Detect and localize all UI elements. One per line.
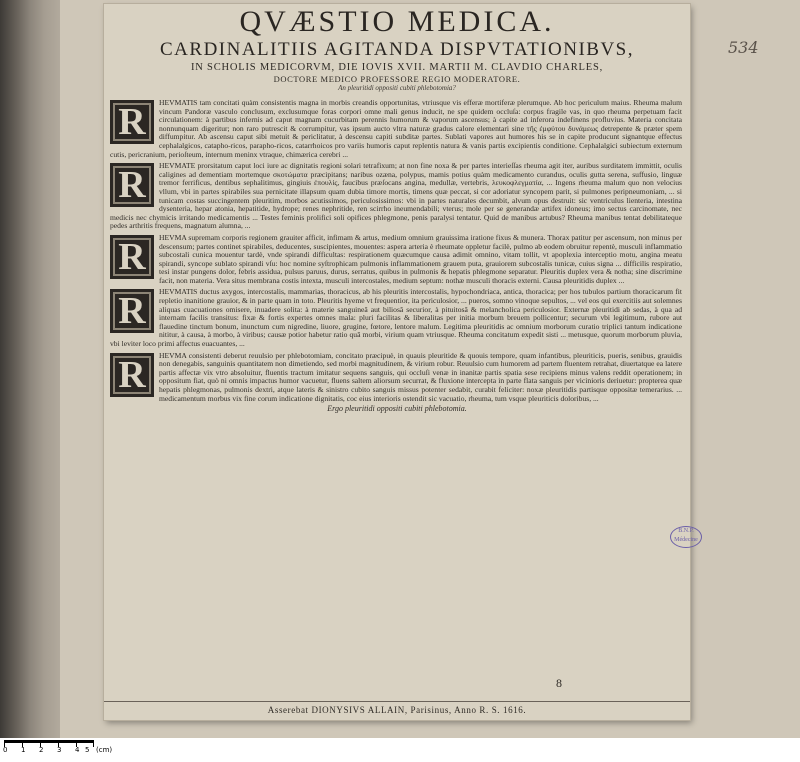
scale-ruler <box>0 738 800 762</box>
respondent-footer: Asserebat DIONYSIVS ALLAIN, Parisinus, Anno R. S. 1616. <box>104 701 690 718</box>
question-line: An pleuritidi oppositi cubiti phlebotomia? <box>338 84 456 92</box>
ruler-label: 4 <box>75 746 80 754</box>
broadside-page <box>104 4 690 720</box>
paragraph-text: HEVMATIS ductus axygos, intercostalis, mammarias, thoracicus, ab his pleuritis intercostalis, hypochondriaca, antica, thoracica; per hos tubulos partium thoracicarum fit repletio inanitione grauior, & in parte quam in toto. Pleuritis hyeme vt frequentior, ita periculosior, ... pueros, somno vinoque sepultos, ... vel eos qui exercitiis aut solemnes aliquas cuacuationes omisere, inuadere solita: à materie sanguineâ aut biliosâ securior, à pituitosâ & melancholica periculosior. Externæ pleuritidi ab sedas, à qua ad internam facilis transitus: fixæ & fortis expertes omnes mala: pluri facilitas & liberalitas per initia morbum breuem pollicentur; securum vbi legitimum, rubore aut flauedine tinctum bonum, inunctum cum nigredine, liuore, grugine, fœtore, lentore malum. Legitima pleuritidis ac omnium morborum curatio triplici tantum indicatione nititur, à causa, à morbo, à viribus; causæ potior habetur ratio quā morbi, virium quam vtriusque. Rheuma concitatum expedit sisti ... metusque, quorum morborum pluvia, vbi leviter loco primi affectus euacuantes, ... <box>110 287 682 349</box>
ruler-label: 3 <box>57 746 62 754</box>
dropcap-initial: R <box>110 163 154 207</box>
ruler-label: 5 <box>85 746 90 754</box>
ruler-label: 1 <box>21 746 26 754</box>
paragraph-3 <box>110 234 682 286</box>
page-title: QVÆSTIO MEDICA. <box>239 5 555 38</box>
paragraph-4 <box>110 288 682 348</box>
page-subtitle: CARDINALITIIS AGITANDA DISPVTATIONIBVS, <box>160 39 634 60</box>
dropcap-initial: R <box>110 100 154 144</box>
paragraph-text: HEVMA supremam corporis regionem grauiter afficit, infimam & artus, medium omnium grauissima iratione fixus & munera. Thorax patitur per ascensum, non minus per descensum; partes continet spirabiles, deducentes, suscipientes, mouentes: aspera arteria è rheumate oppletur facilè, pulmo ab eodem obruitur repentè, musculi inflammatio subcostali cunica mouentur tardè, vnde spirandi difficultas: respirationem quæcumque causa adimit omnino, vitam tollit, vt apoplexia interceptio motu, angina meatu spirandi, syncope sublato spirandi vſu: hoc nomine syſtrophicam pulmonis inflammationem grauem puta, grauiorem subcostalis tunicæ, cuius signa ... difficilis respiratio, tesi instar pungens dolor, febris assidua, pulsus paruus, durus, serratus, quibus in pulmonis & hepatis phlegmone separatur. Pleuritis duplex vera & notha; sine discrimine facit, non materia. Vera situs membrana costis intexta, musculi intercostales, medium septum: nothæ musculi thoracis externi. Causa pleuritidis duplex ... <box>159 232 682 285</box>
ruler-tick <box>93 743 94 747</box>
conclusion-line: Ergo pleuritidi oppositi cubiti phlebotomia. <box>327 404 467 414</box>
signature-mark: 8 <box>556 676 562 690</box>
ruler-bar <box>4 740 94 743</box>
disputation-date-line: IN SCHOLIS MEDICORVM, DIE IOVIS XVII. MARTII M. CLAVDIO CHARLES, <box>190 62 604 73</box>
dropcap-initial: R <box>110 235 154 279</box>
dropcap-initial: R <box>110 289 154 333</box>
ruler-label: 0 <box>3 746 8 754</box>
dropcap-initial: R <box>110 353 154 397</box>
paragraph-2 <box>110 162 682 231</box>
ruler-unit: (cm) <box>96 746 113 754</box>
paragraph-text: HEVMA consistenti deberut reuulsio per phlebotomiam, concitato præcipuè, in quauis pleuritide & quouis tempore, quam infantibus, pleuriticis, pueris, senibus, grauidis non denegabis, sanguinis quantitatem non dimetiendo, sed morbi magnitudinem, & virium robur. Reuulsio cum humorem ad partem fluentem retrahat, diuertatque ea latere partis affectæ vix vtro absoluitur, fluentis tractum imitatur sequens sanguis, qui occluſi venæ in inanitæ partis spatia sese recipiens minus valens reddit operationem; in oppositum fiat, quò ni omnis impactus humor vacuetur, fluens saltem aliorsum securrat, & fluxione intercepta in parte flata sanguis per vicinioris deriuetur: propterea quæ hepatis phlegmonas, pulmonis dextri, atque lateris & sinistro cubito sanguis missus potenter sedabit, curabit feliciter: noxæ pleuritidis partisque oppositæ temerarius. ... medicamentum morbus vix fine corum indicatione dignitatis, coc eius interioris ostendit sic vacuatio, rheuma, tum vsque pleuriticis doloribus, ... <box>159 350 682 403</box>
ruler-label: 2 <box>39 746 44 754</box>
library-stamp: B.N.P. Médecine <box>670 526 702 548</box>
folio-number: 534 <box>728 38 759 57</box>
paragraph-5 <box>110 352 682 404</box>
paragraph-text: HEVMATIS tam concitati quàm consistentis magna in morbis creandis opportunitas, vtriusque vis efferæ mortiferæ plerumque. Ab hoc periculum maius. Rheuma malum vincum Pandoræ vasculo conclusum, exclusumque foras corpori omne mali genus inducit, ne spe quidem occluſa: corpus fragile vas, in quo rheuma perpetuam facit circulationem: à partibus infernis ad caput magnam cucurbitam perennis humorum & vaporum ascensus; à capite ad inferora indefinens profluvius. Materia concitata nonnunquam digeritur; non raro putrescit & corrumpitur, vas ipsum aucto vltra naturæ gradus calore elementari sine τῆς ἐμφύτου δυνάμεως detrepente & præter spem diffumpitur. Ab ascensu caput sibi metuit & periclitatur, à descensu capiti subditæ partes. Sublati vapores aut humores his se in capite producunt signantque effectus cephalalgicos, catapho-ricos, parapho-ricos, catarrhoicos pro variis humoris caput replentis natura & vanis partis excipientis conditione. Cephalalgici subiectum externum cutis, pericranium, perioſteum, internum meninx vtraque, chimærica cerebri ... <box>110 98 682 159</box>
moderator-line: DOCTORE MEDICO PROFESSORE REGIO MODERATORE. <box>273 74 521 84</box>
paragraph-1 <box>110 99 682 159</box>
paragraph-text: HEVMATE prorsitatum caput loci iure ac dignitatis regioni solari tetrafixum; at non fine noxa & per partes interieſſas rheuma agit iter, auribus surditatem immittit, oculis caligines ad dementiam mortemque σκοτώματα præcipitans; naribus ozæna, polypus, mamis potius quàm medicamento curandus, oculis gutta serena, suffusio, linguæ tremor ferrificus, dentibus sephalitimus, gingiuis ἐπουλίς, faucibus præſocans angina, medullæ, vertebris, λευκοφλεγματία, ... Ingens rheuma malum quo non velocius vllum, vbi in partes spirabiles sua pernicitate illapsum quam dubia timore mortis, timens quæ peccat, si cor adoriatur syncopem parit, si pulmones peripneumoniam, ... si tunicam costas succingentem pleuritim, morbos acutissimos, periculosissimos: vbi in partes naturales decumbit, alvum opus destruit: sic ventriculus lienteria, intestina dysenteria, hepar atonia, hepatitide, hydrope; renes nephritide, ren scirrho ineumendabili; vterus; mole per se generandæ artifex idoneus; imo sectus carcinomate, nec medicis nec chymicis irritando medicamentis ... Testes feminis prolifici soli opifices phlegmone, penis paralysi tentatur. Quid de manibus artubus? Rheuma manibus tentat debilitateque pedes arthritis frequens, magnatum alumna, ... <box>110 161 682 231</box>
